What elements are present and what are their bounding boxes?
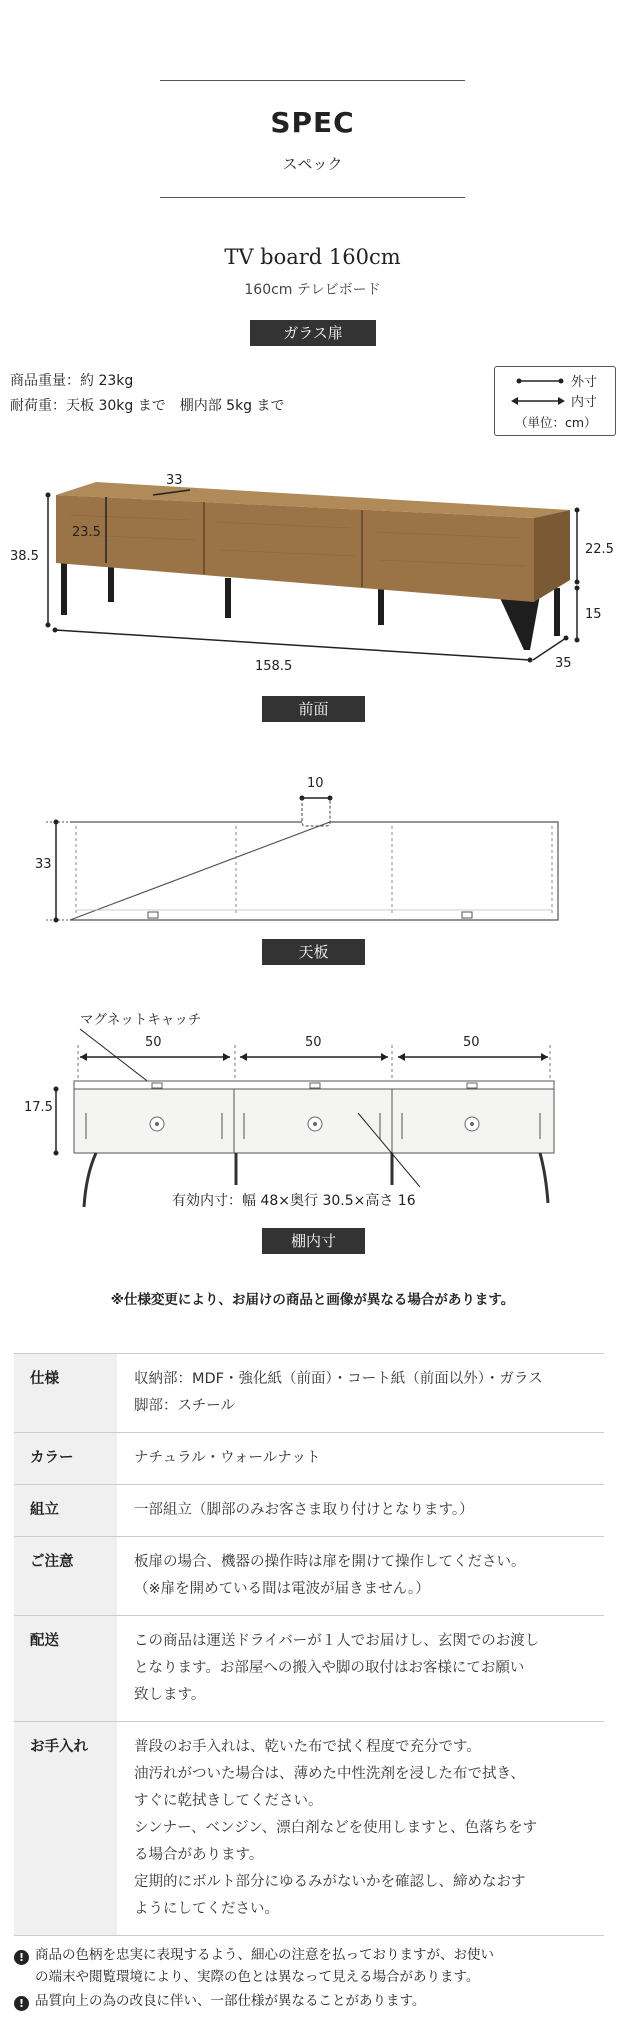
- spec-header: お手入れ: [14, 1722, 117, 1936]
- page-subtitle: スペック: [282, 155, 343, 173]
- shelf-view-caption: 棚内寸: [262, 1228, 365, 1254]
- dim-shelf-w2: 50: [305, 1035, 322, 1050]
- spec-header: 組立: [14, 1485, 117, 1537]
- product-weight: 商品重量：約 23kg: [10, 373, 134, 389]
- spec-line: となります。お部屋への搬入や脚の取付はお客様にてお願い: [134, 1660, 525, 1676]
- top-view-illustration: [0, 770, 625, 940]
- spec-row-caution: [14, 1537, 604, 1616]
- exclamation-icon: !: [14, 1996, 29, 2011]
- dim-door-height: 23.5: [72, 525, 101, 540]
- dim-shelf-w3: 50: [463, 1035, 480, 1050]
- spec-value: [117, 1354, 604, 1433]
- legend-unit: （単位：cm）: [515, 415, 597, 430]
- legend-inner: 内寸: [571, 395, 598, 410]
- note-text: 品質向上の為の改良に伴い、一部仕様が異なることがあります。: [35, 1993, 426, 2009]
- spec-header: ご注意: [14, 1537, 117, 1616]
- variant-label: ガラス扉: [250, 320, 376, 346]
- spec-line: （※扉を開めている間は電波が届きません。）: [134, 1581, 430, 1597]
- note-color-cont: [35, 1966, 479, 1988]
- page-title: SPEC: [270, 106, 355, 139]
- spec-row-care: [14, 1722, 604, 1936]
- spec-value: [117, 1433, 604, 1485]
- spec-line: すぐに乾拭きしてください。: [134, 1793, 323, 1809]
- spec-line: 普段のお手入れは、乾いた布で拭く程度で充分です。: [134, 1739, 481, 1755]
- note-color: [14, 1944, 494, 1966]
- unit-legend: [494, 366, 616, 436]
- dim-depth: 35: [555, 656, 572, 671]
- disclaimer: ※仕様変更により、お届けの商品と画像が異なる場合があります。: [110, 1292, 515, 1308]
- spec-row-assembly: [14, 1485, 604, 1537]
- product-name-jp: 160cm テレビボード: [244, 282, 381, 298]
- spec-line: 脚部：スチール: [134, 1398, 235, 1414]
- spec-header: 仕様: [14, 1354, 117, 1433]
- spec-row-delivery: [14, 1616, 604, 1722]
- dim-shelf-height: 17.5: [24, 1100, 53, 1115]
- spec-line: 収納部：MDF・強化紙（前面）・コート紙（前面以外）・ガラス: [134, 1371, 543, 1387]
- dim-top-depth: 33: [35, 857, 52, 872]
- magnet-catch-label: マグネットキャッチ: [80, 1012, 202, 1028]
- spec-line: シンナー、ベンジン、漂白剤などを使用しますと、色落ちをす: [134, 1820, 538, 1836]
- dim-shelf-w1: 50: [145, 1035, 162, 1050]
- front-view-caption: 前面: [262, 696, 365, 722]
- spec-value: [117, 1722, 604, 1936]
- spec-line: 定期的にボルト部分にゆるみがないかを確認し、締めなおす: [134, 1874, 526, 1890]
- spec-line: る場合があります。: [134, 1847, 264, 1863]
- front-view-illustration: [0, 460, 625, 680]
- product-name-en: TV board 160cm: [224, 245, 401, 269]
- inner-dimensions: 有効内寸：幅 48×奥行 30.5×高さ 16: [172, 1193, 416, 1209]
- spec-line: 致します。: [134, 1687, 206, 1703]
- dim-notch: 10: [307, 776, 324, 791]
- spec-header: カラー: [14, 1433, 117, 1485]
- spec-line: 板扉の場合、機器の操作時は扉を開けて操作してください。: [134, 1554, 526, 1570]
- note-text: の端末や閲覧環境により、実際の色とは異なって見える場合があります。: [35, 1969, 480, 1985]
- load-capacity: 耐荷重：天板 30kg まで 棚内部 5kg まで: [10, 398, 285, 414]
- spec-line: 一部組立（脚部のみお客さま取り付けとなります。）: [134, 1502, 474, 1518]
- spec-header: 配送: [14, 1616, 117, 1722]
- exclamation-icon: !: [14, 1950, 29, 1965]
- header-rule-top: [160, 80, 465, 81]
- header-rule-bottom: [160, 197, 465, 198]
- spec-table: [14, 1353, 604, 1936]
- top-view-caption: 天板: [262, 939, 365, 965]
- legend-outer: 外寸: [571, 375, 598, 390]
- dim-leg-height: 15: [585, 607, 602, 622]
- spec-row-material: [14, 1354, 604, 1433]
- dim-depth-top: 33: [166, 473, 183, 488]
- note-quality: [14, 1990, 425, 2012]
- spec-value: [117, 1537, 604, 1616]
- spec-row-color: [14, 1433, 604, 1485]
- spec-value: [117, 1616, 604, 1722]
- spec-value: [117, 1485, 604, 1537]
- dim-width: 158.5: [255, 659, 293, 674]
- dim-total-height: 38.5: [10, 549, 39, 564]
- dim-right-height: 22.5: [585, 542, 614, 557]
- spec-line: ようにしてください。: [134, 1901, 279, 1917]
- shelf-view-illustration: [0, 1025, 625, 1215]
- spec-line: ナチュラル・ウォールナット: [134, 1450, 321, 1466]
- note-text: 商品の色柄を忠実に表現するよう、細心の注意を払っておりますが、お使い: [35, 1947, 494, 1963]
- spec-line: この商品は運送ドライバーが１人でお届けし、玄関でのお渡し: [134, 1633, 540, 1649]
- spec-line: 油汚れがついた場合は、薄めた中性洗剤を浸した布で拭き、: [134, 1766, 525, 1782]
